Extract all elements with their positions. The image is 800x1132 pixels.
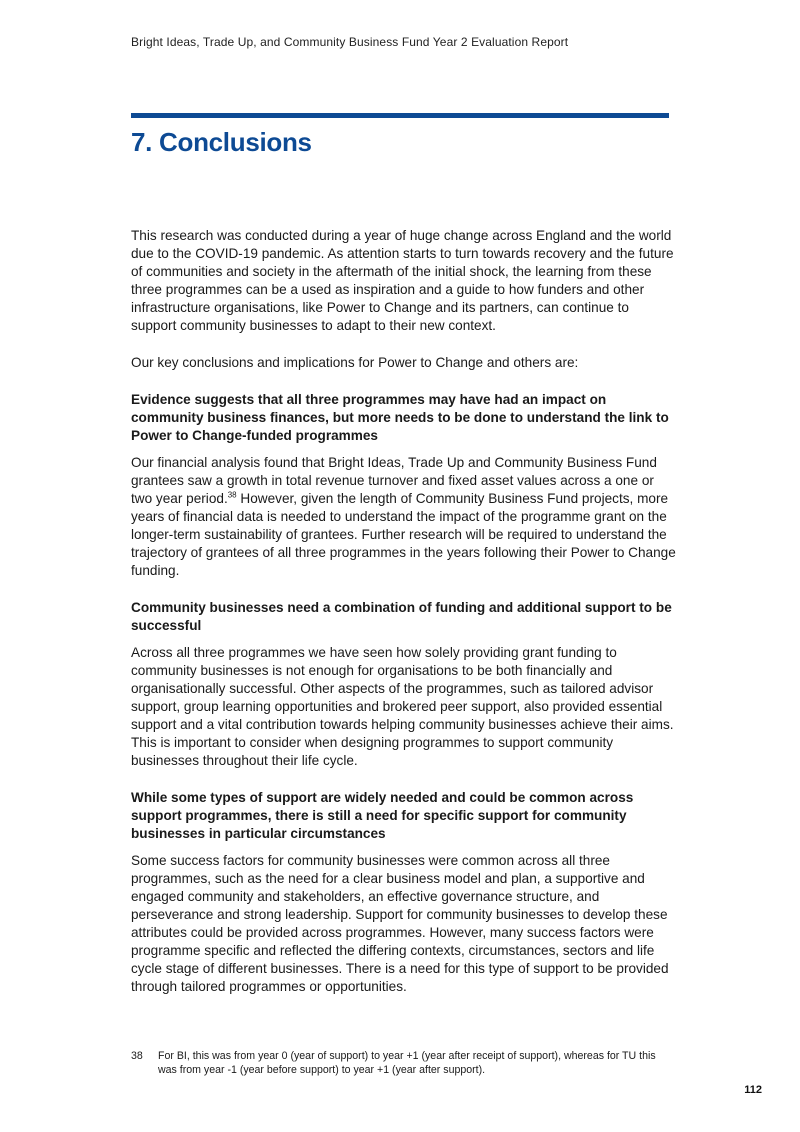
page-content: [131, 227, 676, 996]
footnote-text: For BI, this was from year 0 (year of support) to year +1 (year after receipt of support), whereas for TU this was from year -1 (year before support) to year +1 (year after support).: [158, 1050, 656, 1076]
section-heading-funding-support: Community businesses need a combination of funding and additional support to be successful: [131, 600, 672, 633]
footnote: [131, 1049, 676, 1077]
intro-paragraph: This research was conducted during a year of huge change across England and the world due to the COVID-19 pandemic. As attention starts to turn towards recovery and the future of communities and society in the aftermath of the initial shock, the learning from these three programmes can be a used as inspiration and a guide to how funders and other infrastructure organisations, like Power to Change and its partners, can continue to support community businesses to adapt to their new context.: [131, 228, 674, 333]
section-body-specific-support: Some success factors for community businesses were common across all three programmes, such as the need for a clear business model and plan, a supportive and engaged community and stakeholders, an effective governance structure, and perseverance and strong leadership. Support for community businesses to develop these attributes could be provided across programmes. However, many success factors were programme specific and reflected the differing contexts, circumstances, sectors and life cycle stage of different businesses. There is a need for this type of support to be provided through tailored programmes or opportunities.: [131, 853, 669, 994]
section-body-finances: [131, 454, 676, 580]
section-body-funding-support: Across all three programmes we have seen how solely providing grant funding to community businesses is not enough for organisations to be both financially and organisationally successful. Other aspects of the programmes, such as tailored advisor support, group learning opportunities and brokered peer support, also provided essential support and a vital contribution towards helping community businesses achieve their aims. This is important to consider when designing programmes to support community businesses throughout their life cycle.: [131, 645, 674, 768]
title-rule-divider: [131, 113, 669, 118]
page-number: 112: [744, 1084, 762, 1096]
footnote-number: 38: [131, 1050, 143, 1062]
running-header: Bright Ideas, Trade Up, and Community Business Fund Year 2 Evaluation Report: [131, 35, 569, 49]
section-heading-finances: Evidence suggests that all three programmes may have had an impact on community business finances, but more needs to be done to understand the link to Power to Change-funded programmes: [131, 392, 669, 443]
lead-paragraph: Our key conclusions and implications for Power to Change and others are:: [131, 355, 579, 370]
footnote-reference[interactable]: 38: [227, 490, 237, 500]
section-heading-specific-support: While some types of support are widely needed and could be common across support programmes, there is still a need for specific support for community businesses in particular circumstances: [131, 790, 634, 841]
chapter-title: 7. Conclusions: [131, 127, 312, 157]
section-body-finances-part1: Our financial analysis found that Bright Ideas, Trade Up and Community Business Fund grantees saw a growth in total revenue turnover and fixed asset values across a one or two year period.: [131, 455, 657, 506]
section-body-finances-part2: However, given the length of Community Business Fund projects, more years of financial data is needed to understand the impact of the programme grant on the longer-term sustainability of grantees. Further research will be required to understand the trajectory of grantees of all three programmes in the years following their Power to Change funding.: [131, 491, 676, 578]
